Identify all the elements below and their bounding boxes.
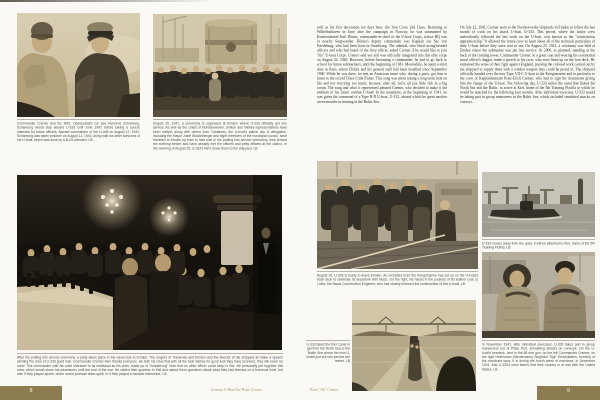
photo-departure-deck-crowd xyxy=(317,161,478,269)
body-column-1: well as his first decoration ten days later: the Iron Cross 2nd Class. Returning to Wilhelmshaven in June after the campaign in Norway, he was summoned by Konteradmiral Karl Dönitz, commander-in-chief of the U-boat Corps, whose HQ was in nearby Sengwarden. Dönitz's deputy commander was Kapitän zur See von Friedeburg, who had been born in Strasbourg. The admiral, who liked strong-headed officers and who had heard of the fiery officer, asked Cremer if he would like to join "his" U-boat Corps. Cremer said yes and was officially integrated into this elite corps on August 22, 1940. However, before becoming a commander, he had to go back to school for future submariners, until the beginning of 1941. Meanwhile, he spent a short time in Paris, where Dönitz and his general staff had been installed since September 1940. While he was there, he met an American nurse who, during a party, got him to listen to the record Three Little Fishes. This song was about taking a long-term look on life and not worrying too much, because, after all, we're all just little fish in a big ocean. The song and what it represented pleased Cremer, who decided to make it the emblem of his future combat U-boat! In the meantime, at the beginning of 1941, he was given the command of a Type II-D U-boat, U-152, aboard which he spent another seven months in training in the Baltic Sea. xyxy=(317,25,447,104)
caption-ceremony-photo: August 25, 1941: a ceremony is organized at Emden where U-333 officially got into service. As well as the chiefs of Nordseewerke, civilian and military representatives have been invited, along with others from Trautenau, the U-boat's patron city. A delegation, including the Mayor Josef Stradelberger and eight members of the municipal council, have travelled to Emden by train to take part in the putting into service ceremony; they arrived the evening before and have already met the officers and petty officers at the casino. In the morning of August 25, U-333's IWO drove them to the shipyard. LB xyxy=(153,122,287,151)
photo-commissioning-ceremony xyxy=(153,14,287,117)
photo-uboat-leaving-quay xyxy=(482,172,595,237)
caption-banquet-photo: After the putting into service ceremony, a party takes place in the naval club in Emden. The mayors of Trautenau and Emden and the director of the shipyard all make a speech wishing the crew of U-333 good luck. Commander Cremer then thanks everyone. He tells his crew that with all the best wishes for good luck they have received, they will never be sunk! This commander with his solid character is as individual as his crew, made up of "headstrong" men that no other officer could keep in line. He personally put together this crew, which would share his adventures until the end of the war. He visited their quarters in Kiel and asked them questions about what they had learned on a technical level, but also if they played sports, which would promote team spirit, or if they played a musical instrument. LB xyxy=(17,356,283,377)
caption-leaving-quay: U-333 moves away from the quay. It will be attached to Kiel, home of the 5th Training Flotilla. LB xyxy=(482,242,595,250)
caption-commander-photo: Commander Cremer and his IWO, Oberleutnant zur See Klemens Schamong. Schamong would stay aboard U-333 until June 1942 before taking a course intended for future officers. Named commander of the U-468 on August 12, 1942, Schamong was taken prisoner on August 11, 1943, along with six other survivors of his U-boat, which was sunk by a B-24 Liberator. LB xyxy=(17,122,140,143)
caption-cremer-and-helmsman: In November 1941, after individual exercises, U-333 takes part in group maneuvers out of Pillau Port, simulating attacks on convoys. On the U-boat's foredeck, next to the 88 mm gun: on the left Commander Cremer; on the right Helmsman (Steuermann) Siegfried "Sigi" Schulzkatten, formerly of the merchant navy. It is during the fourth week of exercises, in December 1941, that U-333's crew learns that their country is at war with the United States. LB xyxy=(482,343,595,372)
left-running-title: German U-Boat Ace Peter Cremer xyxy=(210,388,262,392)
left-page-number: 8 xyxy=(29,387,33,393)
right-page-number: 9 xyxy=(566,387,571,393)
photo-naval-club-banquet xyxy=(17,175,282,350)
photo-kiel-canal xyxy=(352,300,476,391)
right-page-number-box xyxy=(537,386,600,400)
right-running-title: Peter "Ali" Cremer xyxy=(310,388,339,392)
body-column-2: On July 22, 1941, Cremer went to the Nordseewerke shipyards in Emden to follow the last month of work on his attack U-boat, U-333. This period, where the future crew meticulously followed the last work on the U-boat, was known as the "construction apprenticeship." It allowed the future crew to learn about all of the technical particulars of their U-boat before they were sent to sea. On August 25, 1941, a ceremony was held at Emden where the submarine was put into service. At 2000, as planned, standing at the back of the conning tower, Commander Cremer, in a great coat and wearing his ceremonial naval officer's dagger, made a speech to his crew, who were lined up on the fore-deck. He explained the sense of their fight against England, praising the colossal work carried out by the shipyard to supply them with a combat weapon they could be proud of. The shipyard officially handed over the new Type VII-C U-boat to the Kriegsmarine and in particular to the crew of Kapitänleutnant Peter-Erich Cremer, who had to sign the documents giving him the charge of the U-boat. The following day, U-333 sailed the canal that linked the North Sea and the Baltic, to arrive at Kiel, home of the 5th Training Flotilla to which he would be attached for the following four months. After individual exercises, U-333 would be taking part in group maneuvers in the Baltic Sea, which included simulated attacks on convoys. xyxy=(460,25,595,104)
photo-commander-and-iwo xyxy=(17,13,140,117)
left-page-number-box xyxy=(0,386,62,400)
caption-kiel-canal-side: U-333 takes the Kiel Canal to get from the North Sea to the Baltic Sea where the new U-boats just put into service are tested. LB xyxy=(306,343,350,364)
scan-edge-artifact xyxy=(0,0,215,2)
caption-departure-deck: August 26, U-333 is ready to leave Emden. An orchestra from the Kriegsmarine has set up on the U-boat's back deck to celebrate its departure with music. On the right, his hands in the pockets of his leather coat, is Lüths, the Naval Construction Engineer, who has closely followed the construction of this U-boat. LB xyxy=(317,274,478,286)
photo-cremer-and-helmsman xyxy=(482,252,595,338)
